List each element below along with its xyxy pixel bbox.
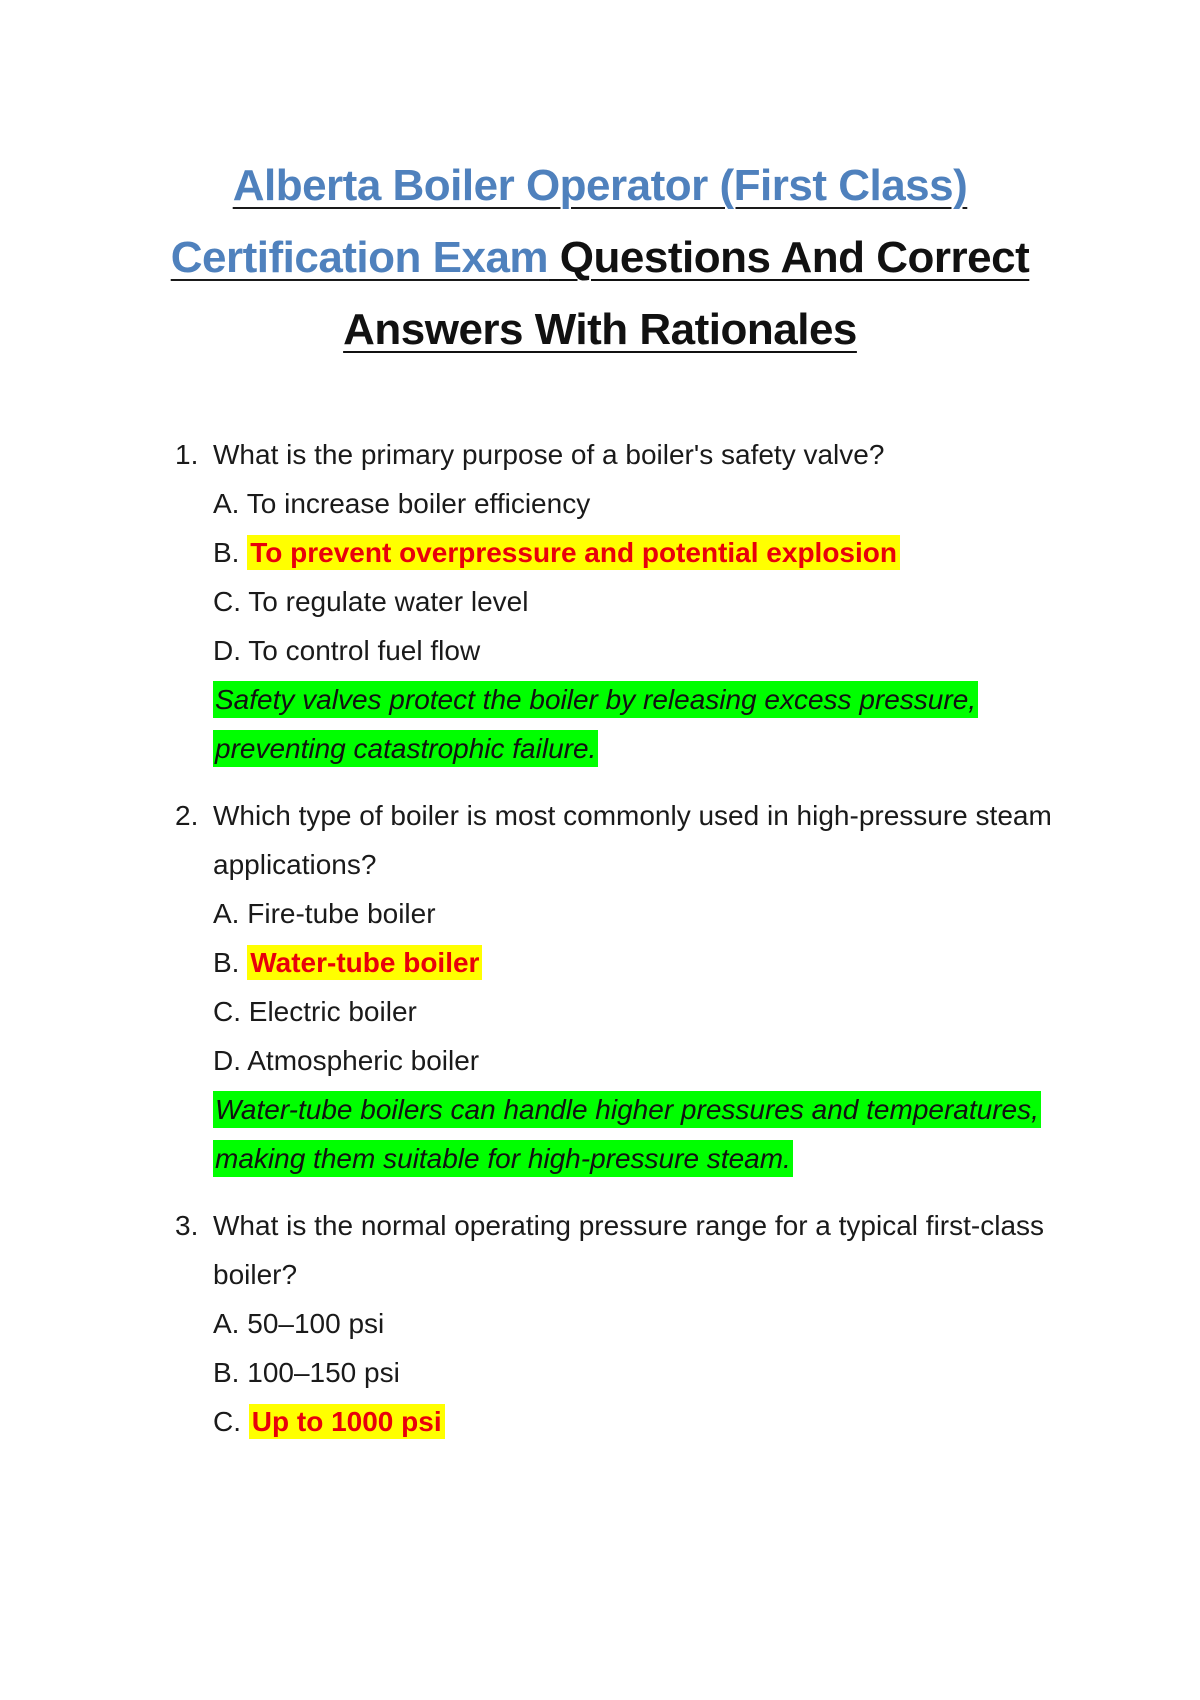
- question-number: 2.: [175, 800, 199, 831]
- question-text: What is the normal operating pressure range for a typical first-class boiler?: [213, 1210, 1045, 1290]
- rationale-text: Safety valves protect the boiler by releasing excess pressure, preventing catastrophic failure.: [213, 681, 978, 767]
- option-letter: C.: [213, 586, 241, 617]
- option-text: Fire-tube boiler: [247, 898, 436, 929]
- answer-option: [213, 626, 1075, 675]
- option-text: To control fuel flow: [248, 635, 481, 666]
- title-line-1: [150, 150, 1050, 222]
- option-text: To regulate water level: [248, 586, 529, 617]
- answer-option-correct: [213, 938, 1075, 987]
- correct-answer-highlight: Up to 1000 psi: [249, 1404, 445, 1439]
- option-letter: B.: [213, 947, 240, 978]
- option-letter: C.: [213, 996, 241, 1027]
- title-link-text: Alberta Boiler Operator (First Class): [232, 161, 968, 210]
- option-letter: A.: [213, 1308, 240, 1339]
- option-letter: D.: [213, 1045, 241, 1076]
- option-text: 50–100 psi: [247, 1308, 385, 1339]
- answer-option: [213, 1299, 1075, 1348]
- option-text: 100–150 psi: [247, 1357, 400, 1388]
- question-item: [175, 1201, 1075, 1446]
- title-text-2: Questions And Correct: [548, 233, 1030, 282]
- rationale: [213, 675, 1075, 773]
- question-number: 3.: [175, 1210, 199, 1241]
- rationale-text: Water-tube boilers can handle higher pressures and temperatures, making them suitable for high-pressure steam.: [213, 1091, 1041, 1177]
- option-letter: B.: [213, 1357, 240, 1388]
- option-letter: D.: [213, 635, 241, 666]
- option-text: Atmospheric boiler: [247, 1045, 480, 1076]
- answer-option: [213, 1348, 1075, 1397]
- option-letter: B.: [213, 537, 240, 568]
- question-number: 1.: [175, 439, 199, 470]
- answer-option-correct: [213, 1397, 1075, 1446]
- document-title: [150, 150, 1050, 366]
- question-text: Which type of boiler is most commonly used in high-pressure steam applications?: [213, 800, 1052, 880]
- answer-option: [213, 987, 1075, 1036]
- question-list: [175, 430, 1075, 1464]
- option-letter: A.: [213, 898, 240, 929]
- question-item: [175, 430, 1075, 773]
- option-letter: C.: [213, 1406, 241, 1437]
- answer-option: [213, 479, 1075, 528]
- answer-option: [213, 889, 1075, 938]
- question-item: [175, 791, 1075, 1183]
- option-text: Electric boiler: [248, 996, 417, 1027]
- title-text-3: Answers With Rationales: [343, 305, 857, 354]
- answer-option: [213, 1036, 1075, 1085]
- title-line-3: [150, 294, 1050, 366]
- question-text: What is the primary purpose of a boiler's safety valve?: [213, 439, 885, 470]
- rationale: [213, 1085, 1075, 1183]
- title-link-text-2: Certification Exam: [170, 233, 549, 282]
- answer-option-correct: [213, 528, 1075, 577]
- option-letter: A.: [213, 488, 240, 519]
- option-text: To increase boiler efficiency: [246, 488, 591, 519]
- correct-answer-highlight: To prevent overpressure and potential explosion: [247, 535, 900, 570]
- answer-option: [213, 577, 1075, 626]
- title-line-2: [150, 222, 1050, 294]
- correct-answer-highlight: Water-tube boiler: [247, 945, 482, 980]
